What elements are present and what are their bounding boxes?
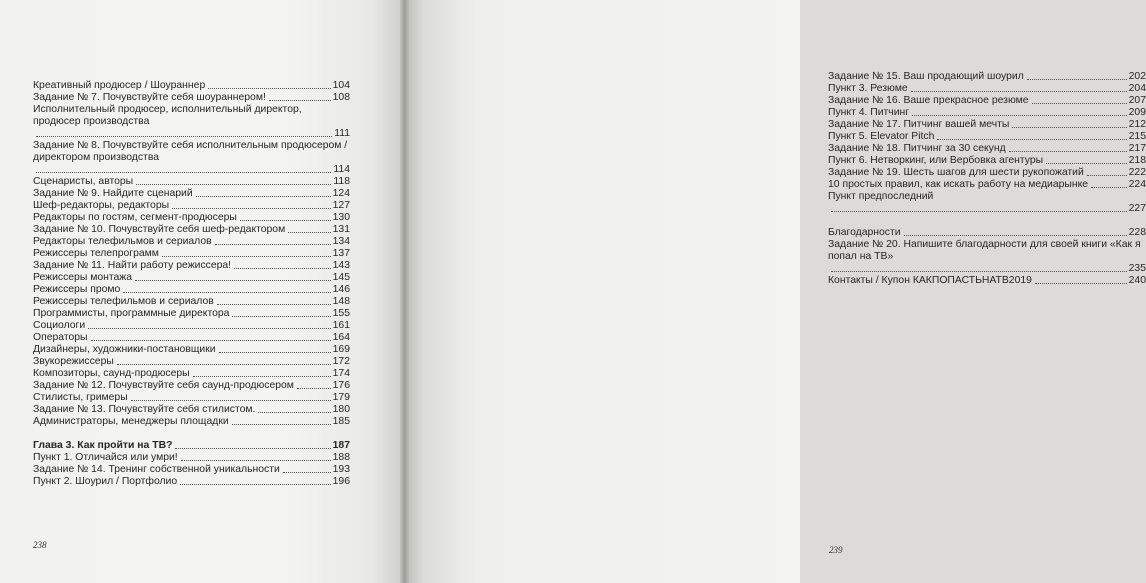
toc-list-right bbox=[828, 71, 1146, 287]
toc-entry bbox=[33, 104, 350, 140]
toc-entry bbox=[33, 212, 350, 224]
dot-leader bbox=[912, 115, 1127, 116]
dot-leader bbox=[1032, 103, 1127, 104]
toc-entry-page: 204 bbox=[1128, 83, 1146, 94]
toc-entry-title: Креативный продюсер / Шоураннер bbox=[33, 80, 206, 91]
dot-leader bbox=[208, 88, 330, 89]
toc-entry-page: 124 bbox=[332, 188, 350, 199]
toc-entry-title: Глава 3. Как пройти на ТВ? bbox=[33, 440, 173, 451]
toc-entry bbox=[828, 191, 1146, 215]
dot-leader bbox=[36, 172, 331, 173]
dot-leader bbox=[131, 400, 331, 401]
dot-leader bbox=[135, 280, 331, 281]
toc-entry bbox=[828, 155, 1146, 167]
toc-entry-title: Задание № 12. Почувствуйте себя саунд-продюсером bbox=[33, 380, 294, 391]
toc-entry bbox=[33, 416, 350, 428]
dot-leader bbox=[297, 388, 331, 389]
toc-entry bbox=[33, 320, 350, 332]
toc-entry-page: 218 bbox=[1128, 155, 1146, 166]
toc-entry-page: 180 bbox=[332, 404, 350, 415]
toc-entry bbox=[828, 179, 1146, 191]
toc-entry bbox=[33, 332, 350, 344]
dot-leader bbox=[172, 208, 331, 209]
toc-entry-page: 209 bbox=[1128, 107, 1146, 118]
toc-entry bbox=[33, 80, 350, 92]
toc-entry-title: Пункт 2. Шоурил / Портфолио bbox=[33, 476, 178, 487]
toc-entry bbox=[33, 344, 350, 356]
toc-entry bbox=[828, 143, 1146, 155]
toc-entry-page: 217 bbox=[1128, 143, 1146, 154]
toc-entry-title: Программисты, программные директора bbox=[33, 308, 230, 319]
toc-entry-title: Операторы bbox=[33, 332, 88, 343]
dot-leader bbox=[240, 220, 331, 221]
dot-leader bbox=[181, 460, 331, 461]
toc-spacer bbox=[828, 215, 1146, 227]
toc-entry bbox=[33, 356, 350, 368]
toc-entry-page: 227 bbox=[1128, 203, 1146, 214]
toc-entry-page: 185 bbox=[332, 416, 350, 427]
toc-entry-title: Пункт 1. Отличайся или умри! bbox=[33, 452, 178, 463]
dot-leader bbox=[136, 184, 331, 185]
left-page bbox=[0, 0, 404, 583]
toc-entry-page: 174 bbox=[332, 368, 350, 379]
dot-leader bbox=[831, 211, 1127, 212]
chapter-heading bbox=[33, 440, 350, 452]
dot-leader bbox=[232, 424, 331, 425]
toc-entry-title: Режиссеры промо bbox=[33, 284, 121, 295]
toc-entry-title: Задание № 10. Почувствуйте себя шеф-редактором bbox=[33, 224, 286, 235]
toc-entry-page: 104 bbox=[332, 80, 350, 91]
toc-entry bbox=[33, 248, 350, 260]
dot-leader bbox=[162, 256, 331, 257]
dot-leader bbox=[36, 136, 332, 137]
toc-entry-title: Пункт 5. Elevator Pitch bbox=[828, 131, 935, 142]
toc-entry-title: Редакторы по гостям, сегмент-продюсеры bbox=[33, 212, 237, 223]
toc-entry bbox=[828, 275, 1146, 287]
toc-entry-page: 215 bbox=[1128, 131, 1146, 142]
toc-entry-title: Пункт 4. Питчинг bbox=[828, 107, 910, 118]
toc-entry-page: 111 bbox=[334, 128, 350, 139]
toc-entry bbox=[33, 260, 350, 272]
toc-entry-page: 172 bbox=[332, 356, 350, 367]
dot-leader bbox=[911, 91, 1127, 92]
page-number-right: 239 bbox=[829, 545, 843, 555]
toc-entry-page: 224 bbox=[1128, 179, 1146, 190]
toc-entry-page: 145 bbox=[332, 272, 350, 283]
toc-entry-page: 240 bbox=[1128, 275, 1146, 286]
toc-entry bbox=[828, 227, 1146, 239]
toc-entry-title: Задание № 8. Почувствуйте себя исполнительным продюсером / директором производства bbox=[33, 140, 348, 163]
toc-entry-page: 187 bbox=[332, 440, 350, 451]
toc-entry-page: 137 bbox=[332, 248, 350, 259]
toc-entry-title: Задание № 19. Шесть шагов для шести рукопожатий bbox=[828, 167, 1084, 178]
toc-entry-page: 131 bbox=[332, 224, 350, 235]
toc-entry bbox=[828, 107, 1146, 119]
toc-entry-tail bbox=[33, 164, 350, 176]
toc-entry-title: Задание № 11. Найти работу режиссера! bbox=[33, 260, 232, 271]
toc-entry-tail bbox=[33, 128, 350, 140]
dot-leader bbox=[215, 244, 331, 245]
dot-leader bbox=[904, 235, 1127, 236]
dot-leader bbox=[193, 376, 331, 377]
dot-leader bbox=[1091, 187, 1127, 188]
toc-entry-title: Задание № 15. Ваш продающий шоурил bbox=[828, 71, 1024, 82]
toc-entry bbox=[33, 176, 350, 188]
toc-entry-page: 212 bbox=[1128, 119, 1146, 130]
toc-entry bbox=[33, 380, 350, 392]
toc-entry-title: Звукорежиссеры bbox=[33, 356, 114, 367]
toc-entry-title: Режиссеры телефильмов и сериалов bbox=[33, 296, 214, 307]
toc-entry bbox=[33, 308, 350, 320]
toc-entry bbox=[828, 83, 1146, 95]
toc-entry-title: 10 простых правил, как искать работу на медиарынке bbox=[828, 179, 1089, 190]
toc-entry-title: Стилисты, гримеры bbox=[33, 392, 128, 403]
dot-leader bbox=[269, 100, 331, 101]
toc-entry-page: 127 bbox=[332, 200, 350, 211]
toc-entry bbox=[828, 167, 1146, 179]
page-number-left: 238 bbox=[33, 540, 47, 550]
dot-leader bbox=[196, 196, 331, 197]
toc-entry bbox=[33, 464, 350, 476]
toc-entry-page: 143 bbox=[332, 260, 350, 271]
toc-entry-page: 155 bbox=[332, 308, 350, 319]
toc-entry-title: Шеф-редакторы, редакторы bbox=[33, 200, 170, 211]
toc-entry-title: Администраторы, менеджеры площадки bbox=[33, 416, 229, 427]
toc-entry-page: 202 bbox=[1128, 71, 1146, 82]
toc-entry-page: 179 bbox=[332, 392, 350, 403]
toc-entry-title: Исполнительный продюсер, исполнительный директор, продюсер производства bbox=[33, 104, 302, 127]
right-page bbox=[404, 0, 1146, 583]
toc-entry bbox=[828, 131, 1146, 143]
dot-leader bbox=[175, 448, 330, 449]
toc-entry-page: 118 bbox=[333, 176, 350, 187]
toc-entry-page: 188 bbox=[332, 452, 350, 463]
toc-entry-page: 146 bbox=[332, 284, 350, 295]
toc-entry-title: Режиссеры телепрограмм bbox=[33, 248, 159, 259]
toc-entry-title: Задание № 17. Питчинг вашей мечты bbox=[828, 119, 1010, 130]
dot-leader bbox=[117, 364, 331, 365]
toc-entry-page: 196 bbox=[332, 476, 350, 487]
toc-entry bbox=[33, 200, 350, 212]
toc-entry-title: Сценаристы, авторы bbox=[33, 176, 134, 187]
dot-leader bbox=[831, 271, 1127, 272]
toc-entry bbox=[33, 272, 350, 284]
toc-entry-page: 130 bbox=[332, 212, 350, 223]
dot-leader bbox=[88, 328, 331, 329]
toc-entry-page: 134 bbox=[332, 236, 350, 247]
toc-entry-title: Пункт предпоследний bbox=[828, 191, 934, 202]
toc-spacer bbox=[33, 428, 350, 440]
toc-entry bbox=[33, 368, 350, 380]
toc-entry-title: Благодарности bbox=[828, 227, 901, 238]
dot-leader bbox=[288, 232, 330, 233]
toc-entry bbox=[33, 188, 350, 200]
toc-entry bbox=[33, 476, 350, 488]
toc-entry bbox=[33, 284, 350, 296]
toc-entry bbox=[828, 239, 1146, 275]
toc-entry bbox=[828, 95, 1146, 107]
dot-leader bbox=[217, 304, 331, 305]
dot-leader bbox=[234, 268, 331, 269]
dot-leader bbox=[283, 472, 331, 473]
toc-entry-title: Пункт 3. Резюме bbox=[828, 83, 908, 94]
toc-entry-title: Задание № 9. Найдите сценарий bbox=[33, 188, 193, 199]
toc-entry-title: Редакторы телефильмов и сериалов bbox=[33, 236, 212, 247]
dot-leader bbox=[1035, 283, 1127, 284]
toc-entry-page: 169 bbox=[332, 344, 350, 355]
toc-entry bbox=[33, 236, 350, 248]
toc-entry bbox=[33, 92, 350, 104]
toc-entry-page: 161 bbox=[332, 320, 350, 331]
book-gutter bbox=[400, 0, 409, 583]
toc-entry-title: Контакты / Купон КАКПОПАСТЬНАТВ2019 bbox=[828, 275, 1032, 286]
toc-entry-tail bbox=[828, 263, 1146, 275]
dot-leader bbox=[123, 292, 330, 293]
toc-entry-title: Задание № 18. Питчинг за 30 секунд bbox=[828, 143, 1006, 154]
toc-entry-page: 193 bbox=[332, 464, 350, 475]
toc-entry bbox=[33, 224, 350, 236]
toc-entry bbox=[828, 119, 1146, 131]
toc-entry-title: Задание № 7. Почувствуйте себя шоураннером! bbox=[33, 92, 266, 103]
toc-entry bbox=[33, 140, 350, 176]
toc-entry-title: Режиссеры монтажа bbox=[33, 272, 133, 283]
toc-entry bbox=[33, 296, 350, 308]
toc-entry-title: Задание № 13. Почувствуйте себя стилистом. bbox=[33, 404, 256, 415]
toc-entry bbox=[828, 71, 1146, 83]
toc-entry-page: 176 bbox=[332, 380, 350, 391]
dot-leader bbox=[1012, 127, 1126, 128]
toc-entry-page: 235 bbox=[1128, 263, 1146, 274]
toc-entry-page: 108 bbox=[332, 92, 350, 103]
dot-leader bbox=[937, 139, 1126, 140]
toc-entry-title: Задание № 16. Ваше прекрасное резюме bbox=[828, 95, 1029, 106]
dot-leader bbox=[1027, 79, 1127, 80]
dot-leader bbox=[219, 352, 331, 353]
toc-entry-page: 148 bbox=[332, 296, 350, 307]
toc-entry-tail bbox=[828, 203, 1146, 215]
toc-entry-page: 222 bbox=[1128, 167, 1146, 178]
toc-entry-title: Социологи bbox=[33, 320, 86, 331]
toc-entry-page: 114 bbox=[333, 164, 350, 175]
toc-entry-title: Задание № 14. Тренинг собственной уникальности bbox=[33, 464, 280, 475]
toc-entry-title: Композиторы, саунд-продюсеры bbox=[33, 368, 190, 379]
toc-entry bbox=[33, 404, 350, 416]
toc-list-left bbox=[33, 80, 350, 488]
dot-leader bbox=[1009, 151, 1127, 152]
dot-leader bbox=[91, 340, 331, 341]
toc-entry bbox=[33, 392, 350, 404]
toc-entry-page: 164 bbox=[332, 332, 350, 343]
dot-leader bbox=[1087, 175, 1127, 176]
dot-leader bbox=[180, 484, 331, 485]
toc-entry-page: 207 bbox=[1128, 95, 1146, 106]
toc-entry-title: Дизайнеры, художники-постановщики bbox=[33, 344, 216, 355]
dot-leader bbox=[1046, 163, 1127, 164]
toc-entry-title: Задание № 20. Напишите благодарности для своей книги «Как я попал на ТВ» bbox=[828, 239, 1141, 262]
dot-leader bbox=[258, 412, 330, 413]
dot-leader bbox=[232, 316, 330, 317]
toc-entry-page: 228 bbox=[1128, 227, 1146, 238]
toc-entry bbox=[33, 452, 350, 464]
toc-entry-title: Пункт 6. Нетворкинг, или Вербовка агентуры bbox=[828, 155, 1044, 166]
